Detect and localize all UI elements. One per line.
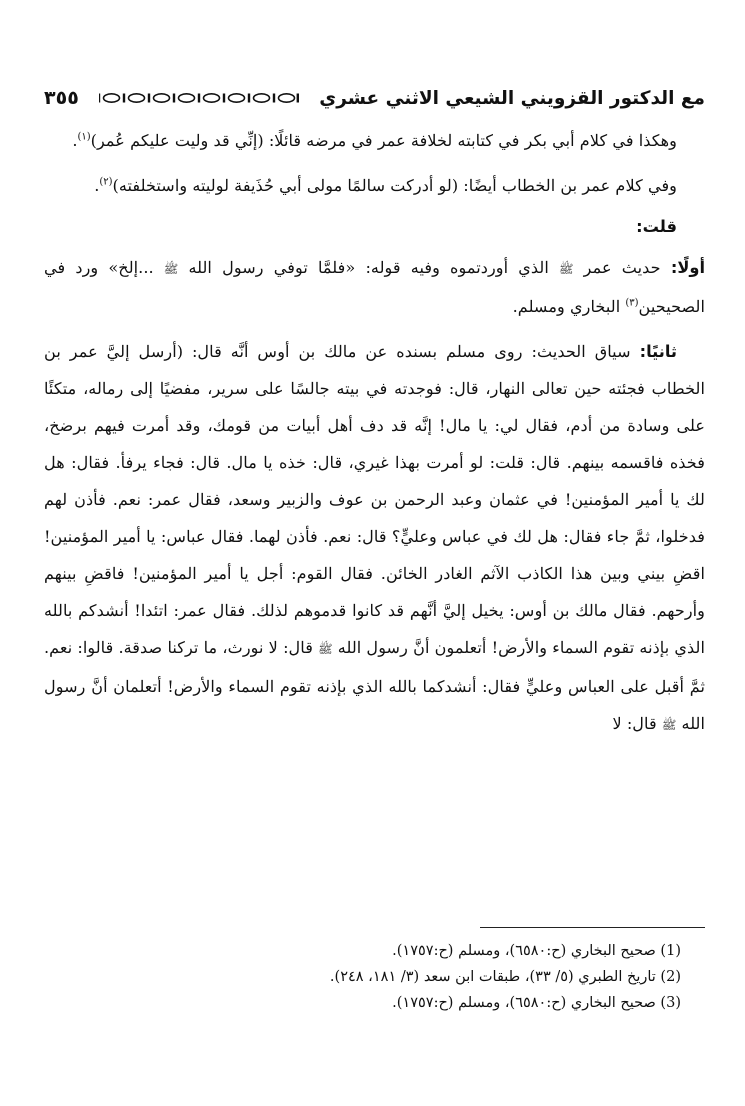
ornament-link [229,94,245,102]
ornament-bar [198,94,200,103]
footnote-divider [480,927,705,928]
paragraph-1 [44,122,705,159]
main-text [44,122,705,744]
ornament-bar [173,94,175,103]
ornament-bar [248,94,250,103]
honorific-1: ﷺ [559,262,574,276]
footnote-ref-1: (١) [77,131,91,143]
header-title: مع الدكتور القزويني الشيعي الاثني عشري [319,87,705,109]
footnote-3: (3) صحيح البخاري (ح:٦٥٨٠)، ومسلم (ح:١٧٥٧). [392,995,681,1011]
paragraph-2-end: . [94,176,100,195]
footnote-1: (1) صحيح البخاري (ح:٦٥٨٠)، ومسلم (ح:١٧٥٧). [392,943,681,959]
footnote-ref-2: (٢) [99,176,113,188]
paragraph-4-part-a: حديث عمر [573,258,671,277]
header-ornament-icon [85,91,313,105]
book-page [44,0,705,1106]
paragraph-5-lead: ثانيًا: [639,342,677,361]
paragraph-1-text: وهكذا في كلام أبي بكر في كتابته لخلافة عمر في مرضه قائلًا: (إنِّي قد وليت عليكم عُمر) [90,131,677,150]
ornament-link [154,94,170,102]
honorific-4: ﷺ [661,718,677,732]
paragraph-2 [44,167,705,204]
ornament-bar [297,94,299,103]
footnotes [44,938,681,1016]
ornament-bar [273,94,275,103]
paragraph-5-part-c: قال: لا [612,714,662,733]
paragraph-4-lead: أولًا: [670,258,705,277]
paragraph-5-part-a: سياق الحديث: روى مسلم بسنده عن مالك بن أوس أنَّه قال: (أرسل إليَّ عمر بن الخطاب فجئته حين تعالى النهار، قال: فوجدته في بيته جالسًا على سرير، مفضيًا إلى رماله، متكئًا على وسادة من أدم، فقال لي: يا مال! إنَّه قد دف أهل أبيات من قومك، وقد أمرت فيهم برضخ، فخذه فاقسمه بينهم. قال: قلت: لو أمرت بهذا غيري، قال: خذه يا مال. قال: فجاء يرفأ. فقال: هل لك يا أمير المؤمنين! في عثمان وعبد الرحمن بن عوف والزبير وسعد، فقال عمر: نعم. فأذن لهم فدخلوا، ثمَّ جاء فقال: هل لك في عباس وعليٍّ؟ قال: نعم. فأذن لهما. فقال عباس: يا أمير المؤمنين! اقضِ بيني وبين هذا الكاذب الآثم الغادر الخائن. فقال القوم: أجل يا أمير المؤمنين! فاقضِ بينهم وأرحهم. فقال مالك بن أوس: يخيل إليَّ أنَّهم قد كانوا قدموهم لذلك. فقال عمر: اتئدا! أنشدكم بالله الذي بإذنه تقوم السماء والأرض! أتعلمون أنَّ رسول الله [44,342,705,657]
paragraph-5-part-b: قال: لا نورث، ما تركنا صدقة. قالوا: نعم. ثمَّ أقبل على العباس وعليٍّ فقال: أنشدكما بالله الذي بإذنه تقوم السماء والأرض! أتعلمان أنَّ رسول الله [44,638,705,733]
paragraph-3-heading: قلت: [636,217,677,236]
paragraph-4 [44,249,705,325]
page-number: ٣٥٥ [44,87,79,109]
ornament-bar [148,94,150,103]
ornament-link [279,94,295,102]
paragraph-5 [44,333,705,744]
paragraph-2-text: وفي كلام عمر بن الخطاب أيضًا: (لو أدركت سالمًا مولى أبي حُذَيفة لوليته واستخلفته) [112,176,677,195]
paragraph-4-part-c: ...إلخ» ورد في الصحيحين [44,258,705,316]
paragraph-1-end: . [72,131,78,150]
running-header [44,82,705,114]
ornament-bar [223,94,225,103]
ornament-link [179,94,195,102]
ornament-link [204,94,220,102]
ornament-link [129,94,145,102]
honorific-3: ﷺ [318,642,333,656]
paragraph-4-part-b: الذي أوردتموه وفيه قوله: «فلمَّا توفي رسول الله [178,258,560,277]
ornament-bar [123,94,125,103]
footnote-2: (2) تاريخ الطبري (٥/ ٣٣)، طبقات ابن سعد (٣/ ١٨١، ٢٤٨). [329,969,681,985]
ornament-bar [99,94,100,103]
paragraph-4-part-d: البخاري ومسلم. [512,297,626,316]
honorific-2: ﷺ [163,262,179,276]
ornament-link [104,94,120,102]
footnote-ref-3: (٣) [625,297,639,309]
ornament-link [254,94,270,102]
